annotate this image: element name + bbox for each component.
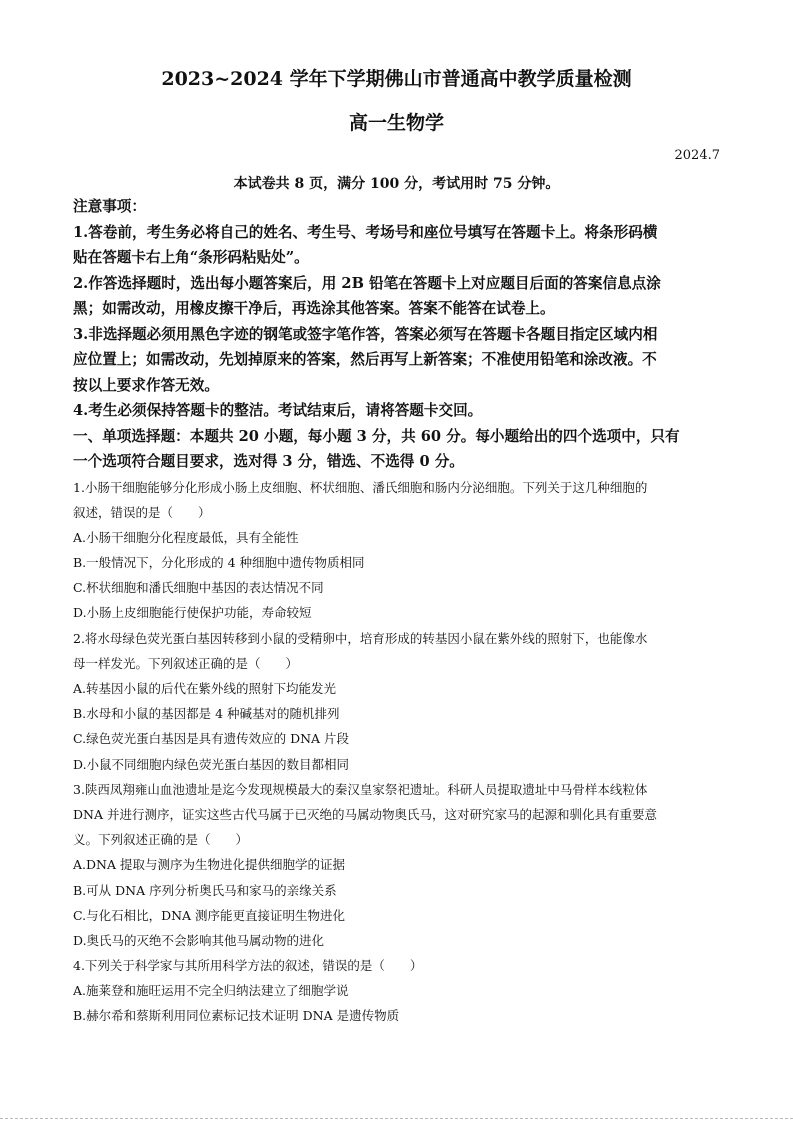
option-line: D.小鼠不同细胞内绿色荧光蛋白基因的数目都相同 [73, 756, 350, 772]
option-line: B.赫尔希和蔡斯利用同位素标记技术证明 DNA 是遗传物质 [73, 1008, 400, 1024]
notice-heading: 注意事项： [73, 198, 146, 215]
question-line: 叙述，错误的是（ ） [73, 504, 211, 520]
exam-content [73, 194, 721, 1029]
notice-line: 1.答卷前，考生务必将自己的姓名、考生号、考场号和座位号填写在答题卡上。将条形码横 [73, 223, 658, 241]
question-line: 3.陕西凤翔雍山血池遗址是迄今发现规模最大的秦汉皇家祭祀遗址。科研人员提取遗址中马骨样本线粒体 [73, 781, 648, 797]
notice-line: 3.非选择题必须用黑色字迹的钢笔或签字笔作答，答案必须写在答题卡各题目指定区域内相 [73, 325, 658, 343]
notice-line: 应位置上；如需改动，先划掉原来的答案，然后再写上新答案；不准使用铅笔和涂改液。不 [73, 351, 657, 368]
option-line: B.一般情况下，分化形成的 4 种细胞中遗传物质相同 [73, 555, 365, 571]
question-line: DNA 并进行测序，证实这些古代马属于已灭绝的马属动物奥氏马，这对研究家马的起源和驯化具有重要意 [73, 806, 657, 822]
exam-date: 2024.7 [674, 148, 720, 163]
option-line: B.水母和小鼠的基因都是 4 种碱基对的随机排列 [73, 706, 340, 722]
notice-line: 4.考生必须保持答题卡的整洁。考试结束后，请将答题卡交回。 [73, 402, 483, 419]
exam-info: 本试卷共 8 页，满分 100 分，考试用时 75 分钟。 [233, 176, 560, 192]
question-line: 母一样发光。下列叙述正确的是（ ） [73, 655, 299, 671]
exam-title: 2023~2024 学年下学期佛山市普通高中教学质量检测 [161, 68, 632, 90]
option-line: D.小肠上皮细胞能行使保护功能，寿命较短 [73, 605, 312, 621]
question-line: 2.将水母绿色荧光蛋白基因转移到小鼠的受精卵中，培育形成的转基因小鼠在紫外线的照射下，也能像水 [73, 630, 648, 646]
notice-line: 贴在答题卡右上角“条形码粘贴处”。 [73, 249, 309, 266]
option-line: A.DNA 提取与测序为生物进化提供细胞学的证据 [73, 857, 345, 873]
option-line: D.奥氏马的灭绝不会影响其他马属动物的进化 [73, 932, 325, 948]
section-heading: 一个选项符合题目要求，选对得 3 分，错选、不选得 0 分。 [73, 453, 464, 470]
exam-subtitle: 高一生物学 [348, 112, 444, 134]
option-line: C.与化石相比，DNA 测序能更直接证明生物进化 [73, 907, 346, 923]
notice-line: 黑；如需改动，用橡皮擦干净后，再选涂其他答案。答案不能答在试卷上。 [73, 300, 555, 317]
notice-line: 按以上要求作答无效。 [73, 376, 219, 394]
option-line: B.可从 DNA 序列分析奥氏马和家马的亲缘关系 [73, 882, 337, 898]
question-line: 义。下列叙述正确的是（ ） [73, 832, 249, 848]
option-line: A.施莱登和施旺运用不完全归纳法建立了细胞学说 [73, 983, 349, 999]
section-heading: 一、单项选择题：本题共 20 小题，每小题 3 分，共 60 分。每小题给出的四个选项中，只有 [73, 427, 680, 445]
notice-line: 2.作答选择题时，选出每小题答案后，用 2B 铅笔在答题卡上对应题目后面的答案信息点涂 [73, 274, 661, 292]
option-line: A.转基因小鼠的后代在紫外线的照射下均能发光 [73, 681, 337, 696]
question-line: 4.下列关于科学家与其所用科学方法的叙述，错误的是（ ） [73, 958, 423, 974]
option-line: C.绿色荧光蛋白基因是具有遗传效应的 DNA 片段 [73, 731, 350, 747]
option-line: C.杯状细胞和潘氏细胞中基因的表达情况不同 [73, 580, 324, 596]
option-line: A.小肠干细胞分化程度最低，具有全能性 [73, 529, 299, 545]
question-line: 1.小肠干细胞能够分化形成小肠上皮细胞、杯状细胞、潘氏细胞和肠内分泌细胞。下列关于这几种细胞的 [73, 479, 648, 495]
page-bottom-divider [0, 1118, 793, 1119]
